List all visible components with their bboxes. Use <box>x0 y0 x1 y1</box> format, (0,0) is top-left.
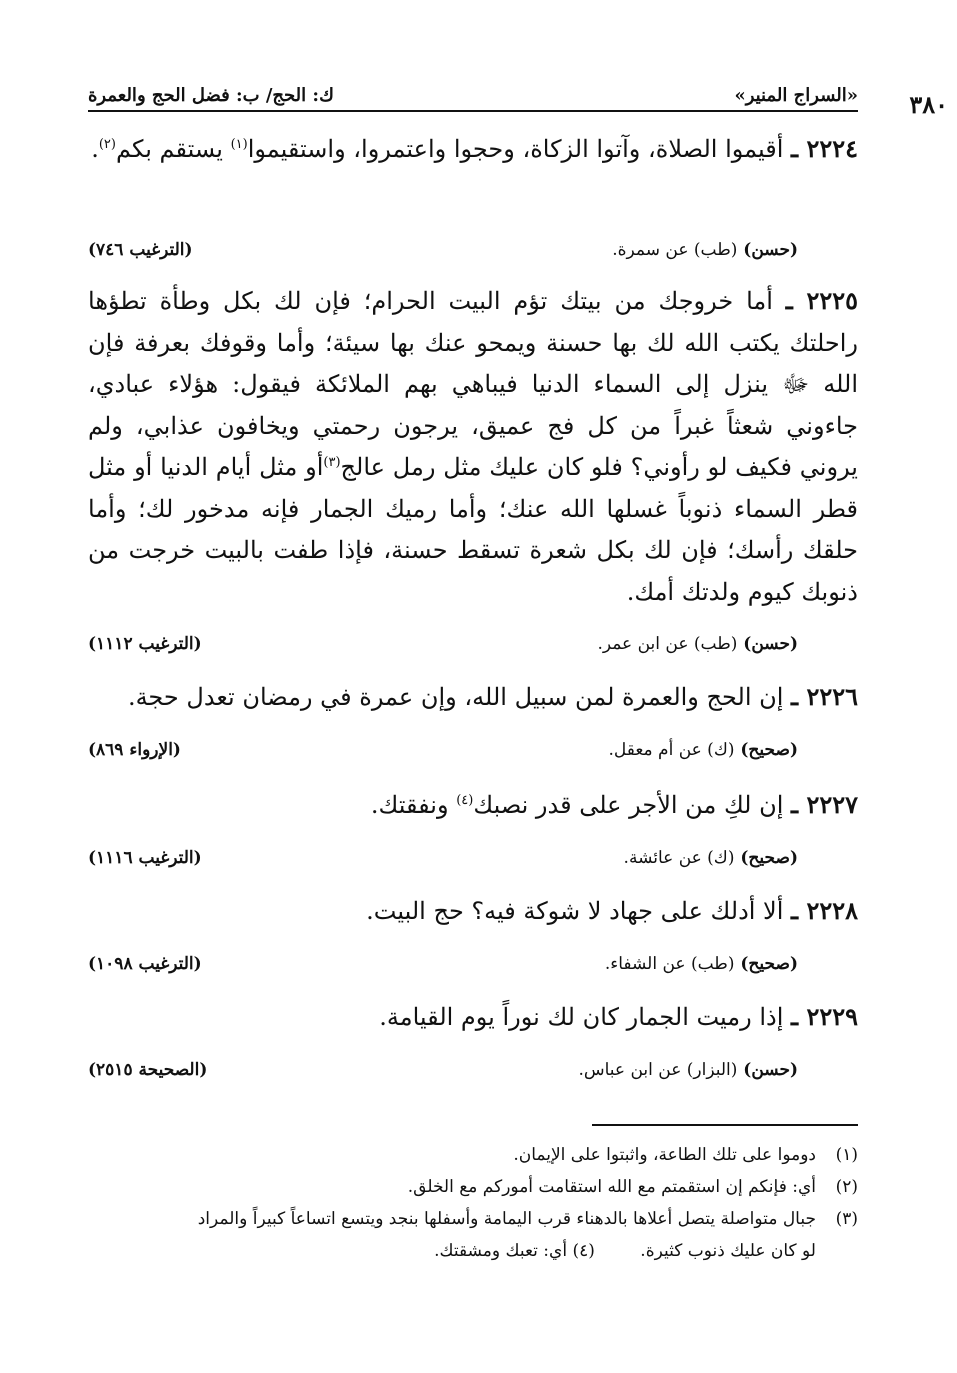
chapter-title: ك: الحج/ ب: فضل الحج والعمرة <box>88 85 334 106</box>
hadith-grade: (صحيح) <box>740 740 798 760</box>
hadith-narration: (طب) عن سمرة. <box>612 240 738 260</box>
hadith-number: ٢٢٢٩ ـ <box>791 1002 858 1031</box>
hadith-2224 <box>88 128 858 171</box>
hadith-2229 <box>88 996 858 1039</box>
hadith-narration: (ك) عن أم معقل. <box>608 740 735 760</box>
footnote-number: (٣) <box>835 1209 858 1229</box>
hadith-text: يستقم بكم <box>115 135 231 163</box>
book-title: «السراج المنير» <box>734 85 858 106</box>
hadith-reference: (الصحيحة ٢٥١٥) <box>88 1060 208 1080</box>
hadith-2226 <box>88 676 858 719</box>
hadith-narration: (طب) عن ابن عمر. <box>597 634 738 654</box>
hadith-text: ونفقتك. <box>370 791 457 819</box>
running-header <box>88 66 858 112</box>
footnote-3 <box>88 1204 858 1235</box>
hadith-text: إن الحج والعمرة لمن سبيل الله، وإن عمرة في رمضان تعدل حجة. <box>127 683 784 711</box>
hadith-number: ٢٢٢٨ ـ <box>791 896 858 925</box>
hadith-narration: (طب) عن الشفاء. <box>604 954 735 974</box>
footnote-4 <box>434 1241 595 1261</box>
footnote-number: (٢) <box>835 1177 858 1197</box>
hadith-grade: (صحيح) <box>740 848 798 868</box>
hadith-2227 <box>88 784 858 827</box>
footnote-text: أي: فإنكم إن استقمتم مع الله استقامت أموركم مع الخلق. <box>407 1177 816 1197</box>
footnote-marker: (١) <box>230 137 248 152</box>
footnote-number: (٤) <box>572 1241 595 1261</box>
hadith-grade: (صحيح) <box>740 954 798 974</box>
hadith-text: أو مثل أيام الدنيا أو مثل قطر السماء ذنوباً غسلها الله عنك؛ وأما رميك الجمار فإنه مدخور لك؛ وأما حلقك رأسك؛ فإن لك بكل شعرة تسقط حسنة، فإذا طفت بالبيت خرجت من ذنوبك كيوم ولدتك أمك. <box>88 453 858 606</box>
footnote-marker: (٣) <box>323 455 341 470</box>
footnote-text: لو كان عليك ذنوب كثيرة. <box>640 1241 816 1261</box>
hadith-narration: (البزار) عن ابن عباس. <box>578 1060 738 1080</box>
hadith-number: ٢٢٢٥ ـ <box>785 286 858 315</box>
hadith-grade: (حسن) <box>743 634 798 654</box>
source-line <box>88 240 798 260</box>
hadith-reference: (الترغيب ٧٤٦) <box>88 240 193 260</box>
hadith-narration: (ك) عن عائشة. <box>623 848 735 868</box>
hadith-text: أقيموا الصلاة، وآتوا الزكاة، وحجوا واعتمروا، واستقيموا <box>247 135 784 163</box>
footnote-text: دوموا على تلك الطاعة، واثبتوا على الإيمان. <box>513 1145 816 1165</box>
hadith-reference: (الترغيب ١١١٢) <box>88 634 202 654</box>
footnote-number: (١) <box>835 1145 858 1165</box>
source-line <box>88 634 798 654</box>
page-number: ٣٨٠ <box>909 90 948 119</box>
footnote-divider <box>592 1124 858 1126</box>
hadith-grade: (حسن) <box>743 240 798 260</box>
footnote-2 <box>88 1172 858 1203</box>
source-line <box>88 1060 798 1080</box>
hadith-text: ألا أدلك على جهاد لا شوكة فيه؟ حج البيت. <box>366 897 784 925</box>
hadith-number: ٢٢٢٦ ـ <box>791 682 858 711</box>
hadith-reference: (الإرواء ٨٦٩) <box>88 740 181 760</box>
hadith-text: إذا رميت الجمار كان لك نوراً يوم القيامة. <box>379 1003 784 1031</box>
hadith-2225 <box>88 280 858 613</box>
hadith-reference: (الترغيب ١١١٦) <box>88 848 202 868</box>
source-line <box>88 740 798 760</box>
footnote-marker: (٢) <box>98 137 116 152</box>
footnote-1 <box>88 1140 858 1171</box>
hadith-grade: (حسن) <box>743 1060 798 1080</box>
footnote-text: أي: تعبك ومشقتك. <box>434 1241 568 1261</box>
hadith-number: ٢٢٢٤ ـ <box>791 134 858 163</box>
hadith-reference: (الترغيب ١٠٩٨) <box>88 954 202 974</box>
hadith-text: . <box>91 135 99 163</box>
footnote-text: جبال متواصلة يتصل أعلاها بالدهناء قرب اليمامة وأسفلها بنجد ويتسع اتساعاً كبيراً والمراد <box>197 1209 816 1229</box>
hadith-text: أما خروجك من بيتك تؤم البيت الحرام؛ فإن لك بكل وطأة تطؤها راحلتك يكتب الله لك بها حسنة ويمحو عنك بها سيئة؛ وأما وقوفك بعرفة فإن الله ﷻ ينزل إلى السماء الدنيا فيباهي بهم الملائكة فيقول: هؤلاء عبادي، جاءوني شعثاً غبراً من كل فج عميق، يرجون رحمتي ويخافون عذابي، ولم يروني فكيف لو رأوني؟ فلو كان عليك مثل رمل عالج <box>88 287 859 481</box>
source-line <box>88 848 798 868</box>
hadith-text: إن لكِ من الأجر على قدر نصبك <box>473 791 784 819</box>
footnote-marker: (٤) <box>456 793 474 808</box>
hadith-2228 <box>88 890 858 933</box>
source-line <box>88 954 798 974</box>
footnote-3-continued <box>88 1236 858 1267</box>
hadith-number: ٢٢٢٧ ـ <box>791 790 858 819</box>
